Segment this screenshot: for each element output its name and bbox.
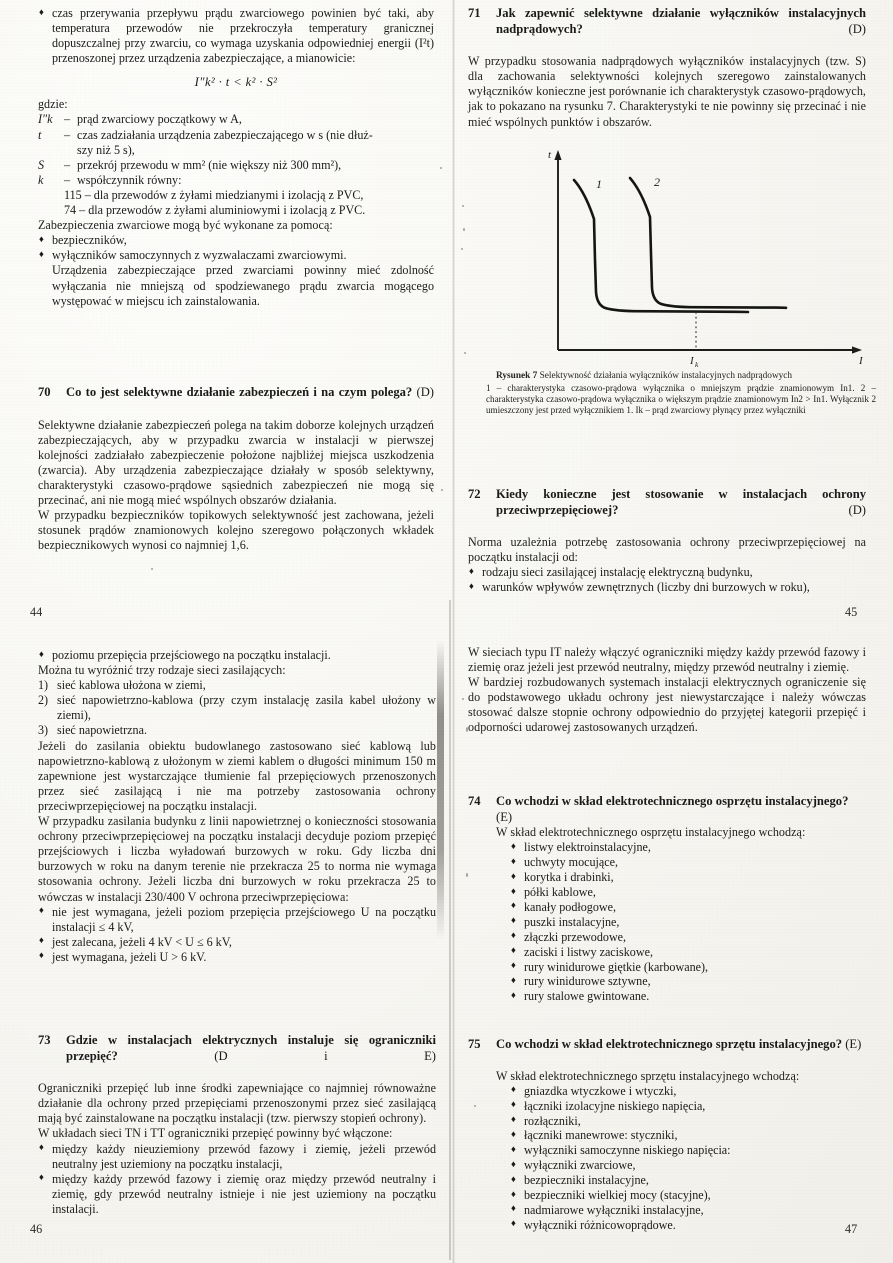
question-title-text: Kiedy konieczne jest stosowanie w instalacjach ochrony przeciwprzepięciowej?	[496, 487, 866, 517]
definition-symbol: S	[38, 157, 45, 172]
question-level: (D i E)	[214, 1048, 436, 1063]
list-item: ♦ zaciski i listwy zaciskowe,	[510, 945, 866, 960]
definition-text: współczynnik równy:	[77, 172, 182, 187]
question-title	[496, 6, 866, 37]
answer-intro-2: W układach sieci TN i TT ograniczniki przepięć powinny być włączone:	[38, 1126, 393, 1141]
list-item: ♦ poziomu przepięcia przejściowego na początku instalacji.	[38, 648, 436, 663]
question-heading	[38, 385, 434, 401]
list-item: sieć napowietrzno-kablowa (przy czym instalację zasila kabel ułożony w ziemi),	[57, 693, 436, 723]
list-item: ♦ gniazdka wtyczkowe i wtyczki,	[510, 1084, 866, 1099]
left-column-bottom	[38, 648, 436, 965]
question-title	[66, 1033, 436, 1064]
answer-intro: Norma uzależnia potrzebę zastosowania ochrony przeciwprzepięciowej na początku instalacji od:	[468, 535, 866, 565]
intro-bullet-list	[38, 6, 434, 66]
question-level: (E)	[496, 809, 513, 824]
question-number: 73	[38, 1033, 51, 1047]
question-title	[66, 385, 434, 401]
ograniczniki-list	[38, 1142, 436, 1217]
page-number-bottom-right: 47	[845, 1222, 858, 1236]
list-item: ♦ bezpieczniki instalacyjne,	[510, 1173, 866, 1188]
figure-caption-title: Selektywność działania wyłączników instalacyjnych nadprądowych	[539, 371, 793, 381]
definition-symbol: k	[38, 172, 44, 187]
question-level: (D)	[848, 502, 866, 517]
list-item: ♦ nadmiarowe wyłączniki instalacyjne,	[510, 1203, 866, 1218]
sprzet-list	[468, 1084, 866, 1233]
definition-continuation: szy niż 5 s),	[77, 142, 135, 157]
answer-intro: W skład elektrotechnicznego osprzętu instalacyjnego wchodzą:	[496, 825, 806, 840]
question-title-text: Co to jest selektywne działanie zabezpieczeń i na czym polega?	[66, 385, 413, 399]
question-number: 72	[468, 487, 481, 501]
page-number-bottom-left: 46	[30, 1222, 43, 1236]
list-item: sieć kablowa ułożona w ziemi,	[57, 678, 206, 693]
ochrona-conditions-list	[38, 905, 436, 965]
list-item: ♦ rodzaju sieci zasilającej instalację elektryczną budynku,	[468, 565, 866, 580]
zabezpieczenia-list	[38, 233, 434, 308]
question-heading	[38, 1033, 436, 1064]
figure-7-chart	[486, 142, 876, 369]
answer-paragraph-2: W przypadku bezpieczników topikowych selektywność jest zachowana, jeżeli stosunek prądów znamionowych kolejno szeregowo połączonych wkładek bezpiecznikowych wynosi co najmniej 1,6.	[38, 508, 434, 553]
question-72	[468, 487, 866, 596]
definition-row	[38, 112, 434, 127]
formula-i2t: I"k² · t < k² · S²	[194, 75, 278, 90]
figure-curve-2-label: 2	[654, 175, 660, 189]
list-item: ♦ puszki instalacyjne,	[510, 915, 866, 930]
question-73	[38, 1033, 436, 1217]
list-item: ♦ łączniki izolacyjne niskiego napięcia,	[510, 1099, 866, 1114]
list-item: ♦ rozłączniki,	[510, 1114, 866, 1129]
question-title-text: Gdzie w instalacjach elektrycznych instaluje się ograniczniki przepięć?	[66, 1033, 436, 1063]
list-item: ♦ wyłączniki różnicowoprądowe.	[510, 1218, 866, 1233]
list-item: ♦ rury stalowe gwintowane.	[510, 989, 866, 1004]
list-item: ♦ jest zalecana, jeżeli 4 kV < U ≤ 6 kV,	[38, 935, 436, 950]
figure-caption-label: Rysunek 7	[496, 371, 538, 381]
list-item: ♦ między każdy nieuziemiony przewód fazowy i ziemię, jeżeli przewód neutralny jest uziemiony na początku instalacji,	[38, 1142, 436, 1172]
zabezpieczenia-intro: Zabezpieczenia zwarciowe mogą być wykonane za pomocą:	[38, 218, 333, 233]
definition-dash: –	[64, 127, 71, 142]
question-heading	[468, 487, 866, 518]
list-item: ♦ warunków wpływów zewnętrznych (liczby dni burzowych w roku),	[468, 580, 866, 595]
figure-x-axis-label: I	[859, 355, 863, 367]
figure-7	[486, 142, 876, 417]
question-70	[38, 385, 434, 553]
question-heading	[468, 6, 866, 37]
figure-caption	[486, 371, 876, 382]
list-item: ♦ nie jest wymagana, jeżeli poziom przepięcia przejściowego U na początku instalacji ≤ 4 kV,	[38, 905, 436, 935]
question-heading	[468, 1037, 866, 1053]
question-level: (D)	[416, 385, 434, 399]
sieci-numbered-list	[38, 678, 436, 738]
figure-legend: 1 – charakterystyka czasowo-prądowa wyłącznika o mniejszym prądzie znamionowym In1. 2 – charakterystyka czasowo-prądowa wyłącznika o większym prądzie znamionowym In2 > In1. Wyłącznik 2 umieszczony jest przed wyłącznikiem 1. Ik – prąd zwarciowy płynący przez wyłączniki	[486, 383, 876, 416]
przepiecie-bullet-continued	[38, 648, 436, 663]
list-item: ♦ rury winidurowe sztywne,	[510, 974, 866, 989]
list-item: ♦ rury winidurowe giętkie (karbowane),	[510, 960, 866, 975]
list-item: ♦ uchwyty mocujące,	[510, 855, 866, 870]
page-number-top-right: 45	[845, 605, 858, 619]
figure-x-tick-ik: I	[690, 355, 694, 367]
definition-symbol: I"k	[38, 112, 53, 127]
answer-paragraph-1: Selektywne działanie zabezpieczeń polega na takim doborze kolejnych urządzeń zabezpieczających, aby w przypadku zwarcia w instalacji w pierwszej kolejności zadziałało zabezpieczenie położone najbliżej miejsca uszkodzenia (zwarcia). Aby urządzenia zabezpieczające działały w sposób selektywny, charakterystyki czasowo-prądowe sąsiednich zabezpieczeń nie mogą się przecinać, ani nie mogą mieć wspólnych obszarów działania.	[38, 417, 434, 508]
gdzie-label: gdzie:	[38, 97, 68, 112]
k-value-aluminium: 74 – dla przewodów z żyłami aluminiowymi i izolacją z PVC.	[64, 203, 366, 218]
list-item: ♦ złączki przewodowe,	[510, 930, 866, 945]
list-item: ♦ czas przerywania przepływu prądu zwarciowego powinien być taki, aby temperatura przewodów nie przekroczyła temperatury granicznej dopuszczalnej przy zwarciu, co wymaga uzyskania odpowiedniej energii (I²t) przenoszonej przez urządzenia zabezpieczające, a mianowicie:	[38, 6, 434, 66]
question-number: 74	[468, 794, 481, 808]
list-item: ♦ jest wymagana, jeżeli U > 6 kV.	[38, 950, 436, 965]
definition-dash: –	[64, 157, 71, 172]
answer-paragraph-napowietrzna: W przypadku zasilania budynku z linii napowietrznej o konieczności stosowania ochrony przeciwprzepięciowej na początku instalacji decyduje poziom przepięć przejściowych i liczba wyładowań burzowych w roku. Gdy liczba dni burzowych w roku na danym terenie nie przekracza 25 to norma nie wymaga stosowania ochrony. Jeżeli liczba dni burzowych w roku przekracza 25 to wówczas w instalacji 230/400 V ochrona przeciwprzepięciowa:	[38, 814, 436, 904]
list-item: ♦ korytka i drabinki,	[510, 870, 866, 885]
question-number: 70	[38, 385, 51, 399]
definition-text: czas zadziałania urządzenia zabezpieczającego w s (nie dłuż-	[77, 127, 373, 142]
list-item	[38, 248, 434, 308]
list-item: ♦ między każdy przewód fazowy i ziemię oraz między przewód neutralny i ziemię, gdy przewód neutralny istnieje i nie jest uziemiony na początku instalacji.	[38, 1172, 436, 1217]
list-item-label: wyłączników samoczynnych z wyzwalaczami zwarciowymi.	[52, 248, 347, 263]
answer-paragraph-rozbudowane: W bardziej rozbudowanych systemach instalacji elektrycznych ograniczenie się do podstawowego układu ochrony jest niewystarczające i należy wówczas stosować dalsze stopnie ochrony odpowiednio do przyjętej kategorii przepięć i odporności udarowej zastosowanych urządzeń.	[468, 675, 866, 735]
definition-dash: –	[64, 172, 71, 187]
list-item: ♦ bezpieczników,	[38, 233, 434, 248]
right-column-bottom	[468, 645, 866, 736]
symbol-definitions	[38, 97, 434, 218]
list-item: ♦ wyłączniki zwarciowe,	[510, 1158, 866, 1173]
definition-dash: –	[64, 112, 71, 127]
question-level: (D)	[848, 21, 866, 36]
figure-x-tick-ik-sub: k	[695, 360, 699, 369]
question-title-text: Jak zapewnić selektywne działanie wyłączników instalacyjnych nadprądowych?	[496, 6, 866, 36]
list-item: ♦ bezpieczniki wielkiej mocy (stacyjne),	[510, 1188, 866, 1203]
page-number-top-left: 44	[30, 605, 43, 619]
question-heading	[468, 794, 866, 825]
k-value-copper: 115 – dla przewodów z żyłami miedzianymi i izolacją z PVC,	[64, 187, 364, 202]
definition-row	[38, 128, 434, 143]
left-column-top	[38, 6, 434, 309]
answer-paragraph-kablowa: Jeżeli do zasilania obiektu budowlanego zastosowano sieć kablową lub napowietrzno-kablową z ułożonym w ziemi kablem o długości minimum 150 m zapewnione jest wystarczające tłumienie fal przepięciowych przenoszonych przez sieć zasilającą i nie ma potrzeby zastosowania ochrony przeciwprzepięciowej na początku instalacji.	[38, 738, 436, 813]
definition-row	[38, 173, 434, 188]
figure-curve-1-label: 1	[596, 177, 602, 191]
list-item: ♦ łączniki manewrowe: styczniki,	[510, 1128, 866, 1143]
definition-row	[38, 158, 434, 173]
answer-paragraph: W przypadku stosowania nadprądowych wyłączników instalacyjnych (tzw. S) dla zachowania selektywności kolejnych szeregowo zainstalowanych wyłączników konieczne jest porównanie ich charakterystyk czasowo-prądowych, jak to pokazano na rysunku 7. Charakterystyki te nie powinny się przecinać i nie mieć wspólnych punktów i obszarów.	[468, 54, 866, 129]
list-item: sieć napowietrzna.	[57, 723, 147, 738]
question-title	[496, 487, 866, 518]
question-level: (E)	[845, 1037, 862, 1051]
question-75	[468, 1037, 866, 1233]
definition-text: prąd zwarciowy początkowy w A,	[77, 112, 242, 127]
list-item: ♦ półki kablowe,	[510, 885, 866, 900]
answer-intro: W skład elektrotechnicznego sprzętu instalacyjnego wchodzą:	[496, 1068, 800, 1083]
answer-paragraph-it: W sieciach typu IT należy włączyć ograniczniki między każdy przewód fazowy i ziemię oraz jeżeli jest przewód neutralny, między przewód neutralny i ziemię.	[468, 645, 866, 675]
question-71	[468, 6, 866, 130]
question-number: 71	[468, 6, 481, 20]
definition-symbol: t	[38, 127, 42, 142]
definition-text: przekrój przewodu w mm² (nie większy niż 300 mm²),	[77, 157, 342, 172]
closing-paragraph: Urządzenia zabezpieczające przed zwarciami powinny mieć zdolność wyłączania nie mniejszą od spodziewanego prądu zwarcia mogącego występować w miejscu ich zainstalowania.	[52, 263, 434, 308]
sieci-intro: Można tu wyróżnić trzy rodzaje sieci zasilających:	[38, 663, 286, 678]
list-item: ♦ listwy elektroinstalacyjne,	[510, 840, 866, 855]
ochrona-factors-list	[468, 565, 866, 595]
question-title	[496, 1037, 866, 1053]
question-title-text: Co wchodzi w skład elektrotechnicznego sprzętu instalacyjnego?	[496, 1037, 843, 1051]
answer-paragraph: Ograniczniki przepięć lub inne środki zapewniające co najmniej równoważne działanie dla ochrony przed przepięciami przenoszonymi przez sieć zasilającą mają być zainstalowane na początku instalacji (tzw. pierwszy stopień ochrony).	[38, 1081, 436, 1126]
list-item: ♦ kanały podłogowe,	[510, 900, 866, 915]
question-number: 75	[468, 1037, 481, 1051]
figure-y-axis-label: t	[548, 149, 552, 161]
question-title	[496, 794, 866, 825]
list-item: ♦ wyłączniki samoczynne niskiego napięcia:	[510, 1143, 866, 1158]
question-title-text: Co wchodzi w skład elektrotechnicznego osprzętu instalacyjnego?	[496, 794, 849, 808]
question-74	[468, 794, 866, 1004]
osprzet-list	[468, 840, 866, 1004]
